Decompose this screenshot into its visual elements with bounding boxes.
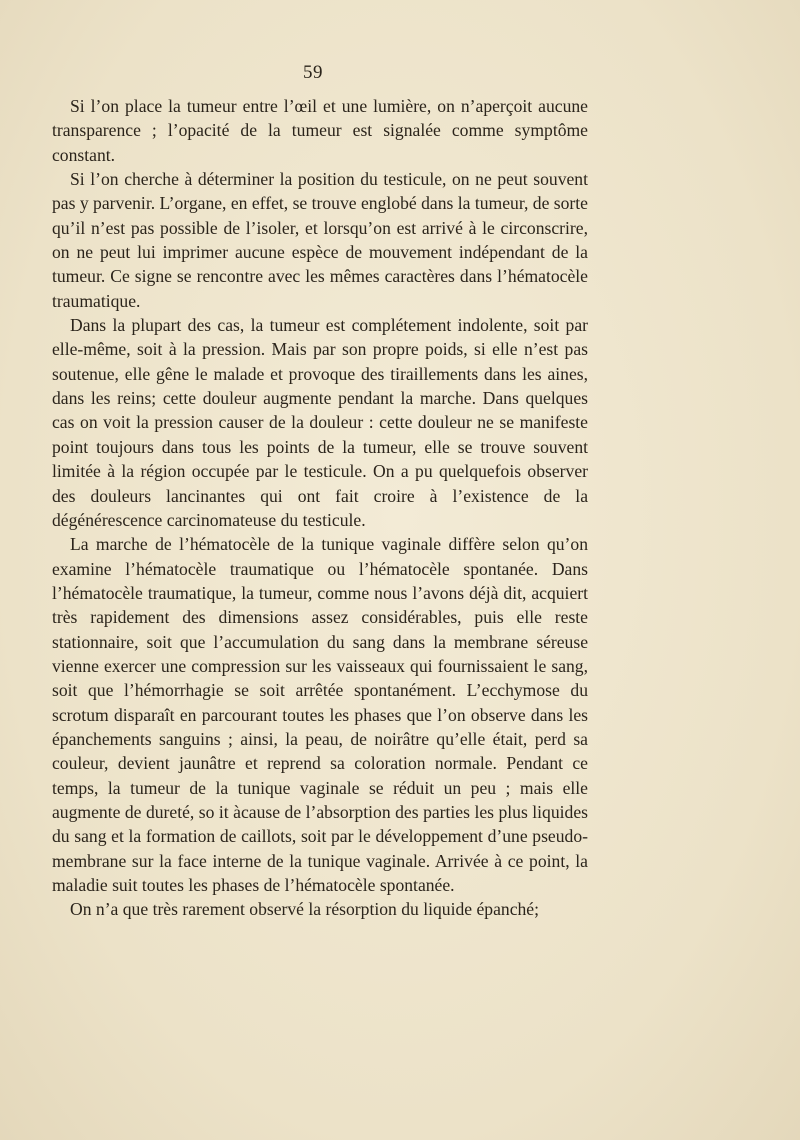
paragraph-marche: La marche de l’hématocèle de la tunique vaginale diffère selon qu’on examine l’hématocèle traumatique ou l’hématocèle spontanée. Dans l’hématocèle traumatique, la tumeur, comme nous l’avons déjà dit, acquiert très rapidement des dimensions assez considérables, puis elle reste stationnaire, soit que l’accumulation du sang dans la membrane séreuse vienne exercer une compression sur les vaisseaux qui fournissaient le sang, soit que l’hémorrhagie se soit arrêtée spontanément. L’ecchymose du scrotum disparaît en parcourant toutes les phases que l’on observe dans les épanchements sanguins ; ainsi, la peau, de noirâtre qu’elle était, perd sa couleur, devient jaunâtre et reprend sa coloration normale. Pendant ce temps, la tumeur de la tunique vaginale se réduit un peu ; mais elle augmente de dureté, so it àcause de l’absorption des parties les plus liquides du sang et la formation de caillots, soit par le développement d’une pseudo-membrane sur la face interne de la tunique vaginale. Arrivée à ce point, la maladie suit toutes les phases de l’hématocèle spontanée. [52, 534, 588, 895]
paragraph-resorption: On n’a que très rarement observé la résorption du liquide épanché; [70, 899, 539, 920]
paragraph-testicule-position: Si l’on cherche à déterminer la position du testicule, on ne peut souvent pas y parvenir. L’organe, en effet, se trouve englobé dans la tumeur, de sorte qu’il n’est pas possible de l’isoler, et lorsqu’on est arrivé à le circonscrire, on ne peut lui imprimer aucune espèce de mouvement indépendant de la tumeur. Ce signe se rencontre avec les mêmes caractères dans l’hématocèle traumatique. [52, 169, 588, 311]
paragraph-douleur: Dans la plupart des cas, la tumeur est complétement indolente, soit par elle-même, soit à la pression. Mais par son propre poids, si elle n’est pas soutenue, elle gêne le malade et provoque des tiraillements dans les aines, dans les reins; cette douleur augmente pendant la marche. Dans quelques cas on voit la pression causer de la douleur : cette douleur ne se manifeste point toujours dans tous les points de la tumeur, elle se trouve souvent limitée à la région occupée par le testicule. On a pu quelquefois observer des douleurs lancinantes qui ont fait croire à l’existence de la dégénérescence carcinomateuse du testicule. [52, 315, 588, 530]
page-number: 59 [303, 62, 323, 83]
paragraph-transparence: Si l’on place la tumeur entre l’œil et une lumière, on n’aperçoit aucune transparence ; l’opacité de la tumeur est signalée comme symptôme constant. [52, 96, 588, 165]
body-text [52, 94, 588, 922]
